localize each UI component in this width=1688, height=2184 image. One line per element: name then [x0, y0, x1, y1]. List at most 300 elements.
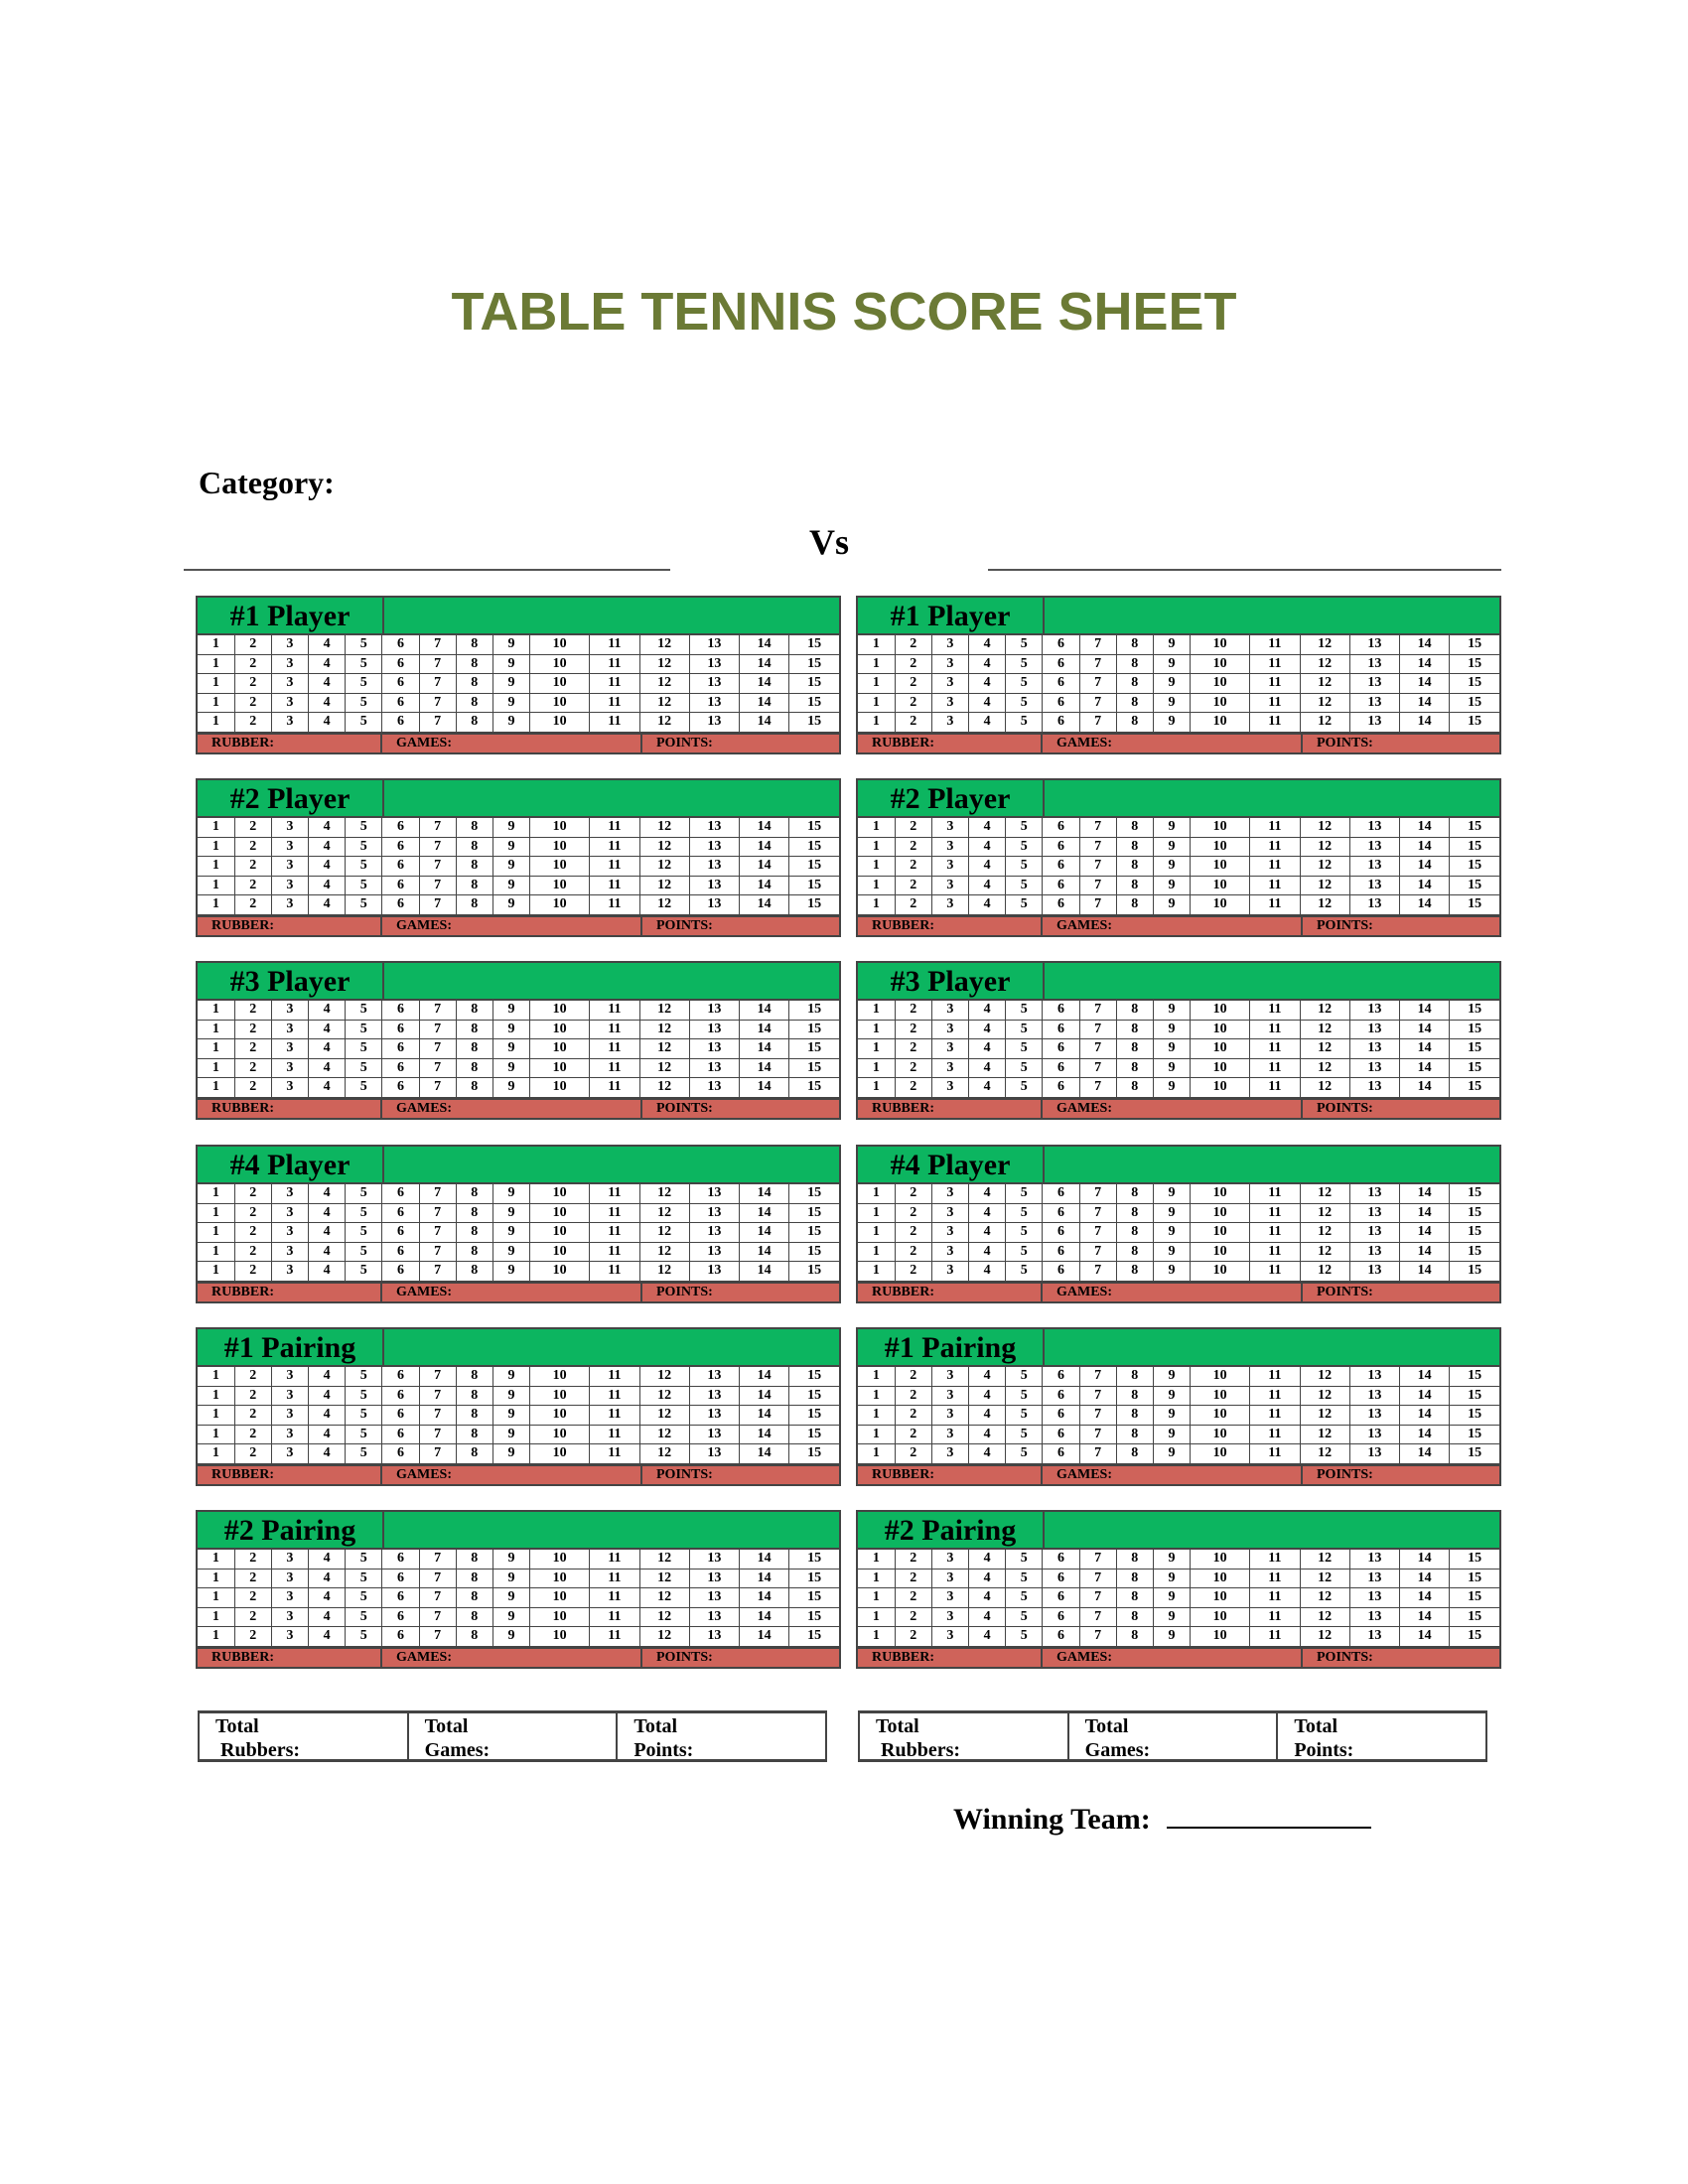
score-cell[interactable]: 13 [689, 1607, 739, 1627]
score-cell[interactable]: 1 [858, 1588, 895, 1608]
score-cell[interactable]: 12 [639, 693, 689, 713]
score-cell[interactable]: 11 [1250, 713, 1300, 733]
player-name-field[interactable] [384, 963, 839, 999]
score-cell[interactable]: 15 [1450, 1386, 1499, 1406]
score-cell[interactable]: 14 [1399, 1262, 1449, 1282]
rubber-field[interactable]: RUBBER: [198, 917, 382, 935]
score-cell[interactable]: 3 [271, 1078, 308, 1098]
score-cell[interactable]: 2 [895, 1001, 931, 1020]
score-cell[interactable]: 12 [639, 1020, 689, 1039]
score-cell[interactable]: 8 [1116, 1627, 1153, 1647]
score-cell[interactable]: 4 [969, 1223, 1006, 1243]
score-cell[interactable]: 10 [530, 876, 590, 895]
score-cell[interactable]: 1 [858, 1001, 895, 1020]
score-cell[interactable]: 4 [309, 693, 346, 713]
total-points-cell[interactable]: Total Points: [1294, 1715, 1354, 1761]
score-cell[interactable]: 9 [492, 1588, 529, 1608]
score-cell[interactable]: 7 [1079, 1001, 1116, 1020]
score-cell[interactable]: 2 [895, 1607, 931, 1627]
score-cell[interactable]: 5 [1006, 1607, 1043, 1627]
score-cell[interactable]: 7 [1079, 895, 1116, 915]
score-cell[interactable]: 15 [1450, 857, 1499, 877]
score-cell[interactable]: 1 [198, 654, 234, 674]
score-cell[interactable]: 10 [530, 1001, 590, 1020]
score-cell[interactable]: 3 [271, 837, 308, 857]
score-cell[interactable]: 4 [309, 1058, 346, 1078]
score-cell[interactable]: 8 [1116, 857, 1153, 877]
score-cell[interactable]: 13 [1349, 1425, 1399, 1444]
score-cell[interactable]: 10 [530, 713, 590, 733]
points-field[interactable]: POINTS: [656, 1100, 713, 1116]
score-cell[interactable]: 1 [198, 1262, 234, 1282]
score-cell[interactable]: 8 [1116, 1184, 1153, 1203]
score-cell[interactable]: 9 [1153, 1020, 1190, 1039]
score-cell[interactable]: 12 [639, 837, 689, 857]
score-cell[interactable]: 2 [234, 1569, 271, 1588]
score-cell[interactable]: 3 [271, 1223, 308, 1243]
score-cell[interactable]: 6 [382, 1223, 419, 1243]
score-cell[interactable]: 1 [858, 1020, 895, 1039]
score-cell[interactable]: 6 [1043, 713, 1079, 733]
score-cell[interactable]: 3 [271, 1262, 308, 1282]
score-cell[interactable]: 11 [1250, 1425, 1300, 1444]
score-cell[interactable]: 2 [895, 693, 931, 713]
rubber-field[interactable]: RUBBER: [858, 1466, 1043, 1484]
points-field[interactable]: POINTS: [1317, 1100, 1373, 1116]
score-cell[interactable]: 3 [271, 895, 308, 915]
score-cell[interactable]: 9 [1153, 674, 1190, 694]
score-cell[interactable]: 11 [590, 1425, 639, 1444]
score-cell[interactable]: 3 [271, 713, 308, 733]
score-cell[interactable]: 12 [1300, 818, 1349, 837]
score-cell[interactable]: 7 [419, 1078, 456, 1098]
score-cell[interactable]: 9 [1153, 1425, 1190, 1444]
score-cell[interactable]: 14 [739, 1184, 788, 1203]
score-cell[interactable]: 2 [234, 1078, 271, 1098]
score-cell[interactable]: 11 [1250, 674, 1300, 694]
score-cell[interactable]: 14 [1399, 1203, 1449, 1223]
score-cell[interactable]: 13 [689, 1425, 739, 1444]
score-cell[interactable]: 7 [1079, 857, 1116, 877]
score-cell[interactable]: 2 [234, 1444, 271, 1464]
score-cell[interactable]: 7 [419, 1262, 456, 1282]
score-cell[interactable]: 3 [271, 1550, 308, 1569]
score-cell[interactable]: 12 [1300, 693, 1349, 713]
score-cell[interactable]: 14 [739, 1039, 788, 1059]
score-cell[interactable]: 3 [931, 1203, 968, 1223]
score-cell[interactable]: 7 [419, 818, 456, 837]
score-cell[interactable]: 15 [1450, 1588, 1499, 1608]
score-cell[interactable]: 7 [419, 1607, 456, 1627]
score-cell[interactable]: 4 [309, 818, 346, 837]
rubber-field[interactable]: RUBBER: [198, 1649, 382, 1667]
score-cell[interactable]: 10 [1191, 895, 1250, 915]
score-cell[interactable]: 3 [271, 654, 308, 674]
score-cell[interactable]: 9 [1153, 1386, 1190, 1406]
score-cell[interactable]: 1 [858, 876, 895, 895]
score-cell[interactable]: 10 [530, 1078, 590, 1098]
score-cell[interactable]: 3 [271, 674, 308, 694]
score-cell[interactable]: 13 [1349, 818, 1399, 837]
score-cell[interactable]: 1 [198, 1039, 234, 1059]
score-cell[interactable]: 3 [271, 876, 308, 895]
rubber-field[interactable]: RUBBER: [858, 735, 1043, 752]
score-cell[interactable]: 12 [639, 713, 689, 733]
score-cell[interactable]: 6 [1043, 1039, 1079, 1059]
score-cell[interactable]: 14 [739, 1406, 788, 1426]
score-cell[interactable]: 7 [1079, 1223, 1116, 1243]
score-cell[interactable]: 8 [456, 635, 492, 654]
score-cell[interactable]: 7 [419, 654, 456, 674]
score-cell[interactable]: 11 [590, 1607, 639, 1627]
score-cell[interactable]: 10 [530, 818, 590, 837]
score-cell[interactable]: 13 [1349, 1184, 1399, 1203]
score-cell[interactable]: 9 [492, 1406, 529, 1426]
score-cell[interactable]: 8 [456, 1588, 492, 1608]
score-cell[interactable]: 14 [739, 1627, 788, 1647]
score-cell[interactable]: 9 [1153, 1001, 1190, 1020]
score-cell[interactable]: 7 [1079, 674, 1116, 694]
score-cell[interactable]: 2 [895, 1184, 931, 1203]
score-cell[interactable]: 11 [590, 1406, 639, 1426]
score-cell[interactable]: 9 [1153, 1242, 1190, 1262]
points-field[interactable]: POINTS: [1317, 1284, 1373, 1299]
score-cell[interactable]: 9 [1153, 895, 1190, 915]
total-games-cell[interactable]: Total Games: [1069, 1713, 1279, 1759]
score-cell[interactable]: 12 [1300, 1386, 1349, 1406]
score-cell[interactable]: 4 [309, 837, 346, 857]
score-cell[interactable]: 6 [1043, 1367, 1079, 1386]
score-cell[interactable]: 5 [346, 1020, 382, 1039]
score-cell[interactable]: 6 [382, 1569, 419, 1588]
score-cell[interactable]: 3 [931, 895, 968, 915]
score-cell[interactable]: 9 [1153, 837, 1190, 857]
score-cell[interactable]: 11 [1250, 857, 1300, 877]
score-cell[interactable]: 6 [1043, 1444, 1079, 1464]
score-cell[interactable]: 5 [1006, 1058, 1043, 1078]
score-cell[interactable]: 9 [492, 1203, 529, 1223]
points-field[interactable]: POINTS: [656, 1284, 713, 1299]
score-cell[interactable]: 3 [931, 1627, 968, 1647]
score-cell[interactable]: 13 [1349, 1223, 1399, 1243]
games-field[interactable]: GAMES: [382, 1649, 642, 1667]
score-cell[interactable]: 6 [1043, 1425, 1079, 1444]
score-cell[interactable]: 10 [530, 1058, 590, 1078]
score-cell[interactable]: 8 [1116, 1386, 1153, 1406]
score-cell[interactable]: 5 [346, 1550, 382, 1569]
games-field[interactable]: GAMES: [382, 1466, 642, 1484]
score-cell[interactable]: 8 [456, 1425, 492, 1444]
score-cell[interactable]: 15 [1450, 1078, 1499, 1098]
score-cell[interactable]: 15 [1450, 1262, 1499, 1282]
score-cell[interactable]: 15 [1450, 1627, 1499, 1647]
score-cell[interactable]: 4 [969, 1039, 1006, 1059]
player-name-field[interactable] [384, 1512, 839, 1548]
score-cell[interactable]: 15 [789, 1039, 839, 1059]
score-cell[interactable]: 4 [309, 895, 346, 915]
score-cell[interactable]: 10 [530, 1184, 590, 1203]
score-cell[interactable]: 7 [1079, 876, 1116, 895]
score-cell[interactable]: 8 [456, 1627, 492, 1647]
score-cell[interactable]: 9 [492, 837, 529, 857]
score-cell[interactable]: 2 [234, 1058, 271, 1078]
score-cell[interactable]: 14 [739, 1223, 788, 1243]
score-cell[interactable]: 6 [1043, 876, 1079, 895]
score-cell[interactable]: 2 [234, 1184, 271, 1203]
score-cell[interactable]: 3 [931, 1078, 968, 1098]
score-cell[interactable]: 15 [1450, 674, 1499, 694]
score-cell[interactable]: 14 [739, 635, 788, 654]
score-cell[interactable]: 2 [234, 1627, 271, 1647]
score-cell[interactable]: 1 [858, 1550, 895, 1569]
score-cell[interactable]: 3 [271, 1184, 308, 1203]
score-cell[interactable]: 4 [969, 1184, 1006, 1203]
score-cell[interactable]: 12 [1300, 1607, 1349, 1627]
score-cell[interactable]: 6 [1043, 1223, 1079, 1243]
score-cell[interactable]: 15 [789, 1242, 839, 1262]
score-cell[interactable]: 13 [1349, 1588, 1399, 1608]
score-cell[interactable]: 10 [1191, 635, 1250, 654]
score-cell[interactable]: 2 [895, 1386, 931, 1406]
score-cell[interactable]: 3 [931, 818, 968, 837]
score-cell[interactable]: 15 [789, 1001, 839, 1020]
score-cell[interactable]: 4 [309, 1569, 346, 1588]
score-cell[interactable]: 13 [689, 1242, 739, 1262]
score-cell[interactable]: 6 [382, 895, 419, 915]
score-cell[interactable]: 10 [1191, 1386, 1250, 1406]
score-cell[interactable]: 8 [1116, 1367, 1153, 1386]
score-cell[interactable]: 13 [689, 654, 739, 674]
score-cell[interactable]: 11 [1250, 1588, 1300, 1608]
score-cell[interactable]: 10 [1191, 1242, 1250, 1262]
player-name-field[interactable] [1045, 780, 1499, 816]
score-cell[interactable]: 14 [1399, 1223, 1449, 1243]
score-cell[interactable]: 12 [639, 1242, 689, 1262]
score-cell[interactable]: 3 [271, 1058, 308, 1078]
score-cell[interactable]: 7 [419, 1627, 456, 1647]
score-cell[interactable]: 12 [1300, 857, 1349, 877]
score-cell[interactable]: 8 [456, 1223, 492, 1243]
score-cell[interactable]: 2 [234, 1039, 271, 1059]
score-cell[interactable]: 1 [858, 837, 895, 857]
score-cell[interactable]: 2 [895, 837, 931, 857]
score-cell[interactable]: 1 [198, 1550, 234, 1569]
score-cell[interactable]: 13 [689, 635, 739, 654]
score-cell[interactable]: 13 [689, 1020, 739, 1039]
score-cell[interactable]: 8 [456, 1550, 492, 1569]
score-cell[interactable]: 12 [1300, 876, 1349, 895]
score-cell[interactable]: 1 [198, 1588, 234, 1608]
score-cell[interactable]: 8 [1116, 818, 1153, 837]
score-cell[interactable]: 8 [1116, 1406, 1153, 1426]
score-cell[interactable]: 5 [1006, 1184, 1043, 1203]
score-cell[interactable]: 4 [309, 1001, 346, 1020]
score-cell[interactable]: 10 [530, 1223, 590, 1243]
score-cell[interactable]: 14 [1399, 1039, 1449, 1059]
score-cell[interactable]: 12 [1300, 1444, 1349, 1464]
score-cell[interactable]: 13 [1349, 1627, 1399, 1647]
score-cell[interactable]: 1 [198, 635, 234, 654]
score-cell[interactable]: 2 [234, 895, 271, 915]
score-cell[interactable]: 9 [492, 1242, 529, 1262]
score-cell[interactable]: 14 [1399, 674, 1449, 694]
score-cell[interactable]: 14 [1399, 654, 1449, 674]
score-cell[interactable]: 2 [234, 674, 271, 694]
score-cell[interactable]: 7 [419, 693, 456, 713]
score-cell[interactable]: 13 [689, 713, 739, 733]
score-cell[interactable]: 6 [382, 1242, 419, 1262]
score-cell[interactable]: 15 [789, 713, 839, 733]
score-cell[interactable]: 8 [1116, 1223, 1153, 1243]
score-cell[interactable]: 13 [689, 1406, 739, 1426]
score-cell[interactable]: 4 [309, 1078, 346, 1098]
score-cell[interactable]: 13 [689, 818, 739, 837]
score-cell[interactable]: 12 [639, 1627, 689, 1647]
score-cell[interactable]: 9 [1153, 1184, 1190, 1203]
score-cell[interactable]: 8 [1116, 1039, 1153, 1059]
score-cell[interactable]: 7 [1079, 1425, 1116, 1444]
score-cell[interactable]: 6 [1043, 1569, 1079, 1588]
score-cell[interactable]: 4 [969, 693, 1006, 713]
score-cell[interactable]: 1 [858, 1406, 895, 1426]
score-cell[interactable]: 6 [382, 1001, 419, 1020]
score-cell[interactable]: 9 [1153, 1223, 1190, 1243]
score-cell[interactable]: 14 [1399, 857, 1449, 877]
score-cell[interactable]: 6 [1043, 654, 1079, 674]
score-cell[interactable]: 11 [590, 713, 639, 733]
score-cell[interactable]: 10 [530, 1569, 590, 1588]
score-cell[interactable]: 8 [456, 1058, 492, 1078]
score-cell[interactable]: 12 [639, 1588, 689, 1608]
score-cell[interactable]: 4 [969, 857, 1006, 877]
score-cell[interactable]: 10 [530, 1627, 590, 1647]
score-cell[interactable]: 11 [590, 1242, 639, 1262]
score-cell[interactable]: 13 [1349, 693, 1399, 713]
score-cell[interactable]: 15 [789, 1607, 839, 1627]
score-cell[interactable]: 3 [931, 1444, 968, 1464]
score-cell[interactable]: 6 [382, 635, 419, 654]
score-cell[interactable]: 13 [1349, 713, 1399, 733]
games-field[interactable]: GAMES: [382, 1284, 642, 1301]
score-cell[interactable]: 13 [689, 837, 739, 857]
score-cell[interactable]: 14 [1399, 1367, 1449, 1386]
score-cell[interactable]: 1 [198, 674, 234, 694]
score-cell[interactable]: 15 [1450, 1242, 1499, 1262]
score-cell[interactable]: 7 [1079, 654, 1116, 674]
score-cell[interactable]: 10 [1191, 1444, 1250, 1464]
score-cell[interactable]: 4 [969, 1444, 1006, 1464]
score-cell[interactable]: 14 [1399, 818, 1449, 837]
score-cell[interactable]: 9 [1153, 1569, 1190, 1588]
score-cell[interactable]: 10 [530, 693, 590, 713]
score-cell[interactable]: 15 [789, 635, 839, 654]
score-cell[interactable]: 6 [1043, 1406, 1079, 1426]
score-cell[interactable]: 12 [639, 1058, 689, 1078]
score-cell[interactable]: 3 [931, 1550, 968, 1569]
score-cell[interactable]: 3 [931, 837, 968, 857]
score-cell[interactable]: 8 [1116, 876, 1153, 895]
score-cell[interactable]: 3 [931, 1223, 968, 1243]
score-cell[interactable]: 4 [969, 1607, 1006, 1627]
score-cell[interactable]: 10 [1191, 818, 1250, 837]
score-cell[interactable]: 12 [1300, 1588, 1349, 1608]
score-cell[interactable]: 2 [895, 876, 931, 895]
score-cell[interactable]: 2 [895, 1020, 931, 1039]
score-cell[interactable]: 13 [1349, 1386, 1399, 1406]
score-cell[interactable]: 7 [1079, 818, 1116, 837]
score-cell[interactable]: 15 [789, 1058, 839, 1078]
score-cell[interactable]: 7 [419, 1058, 456, 1078]
score-cell[interactable]: 8 [456, 654, 492, 674]
score-cell[interactable]: 3 [271, 1039, 308, 1059]
score-cell[interactable]: 1 [198, 713, 234, 733]
score-cell[interactable]: 12 [1300, 1569, 1349, 1588]
score-cell[interactable]: 8 [456, 876, 492, 895]
score-cell[interactable]: 11 [1250, 1223, 1300, 1243]
score-cell[interactable]: 2 [234, 1001, 271, 1020]
score-cell[interactable]: 8 [1116, 1550, 1153, 1569]
score-cell[interactable]: 11 [590, 674, 639, 694]
score-cell[interactable]: 4 [969, 837, 1006, 857]
score-cell[interactable]: 2 [895, 1203, 931, 1223]
score-cell[interactable]: 11 [590, 635, 639, 654]
score-cell[interactable]: 15 [1450, 1020, 1499, 1039]
score-cell[interactable]: 11 [1250, 693, 1300, 713]
score-cell[interactable]: 12 [1300, 1627, 1349, 1647]
score-cell[interactable]: 13 [1349, 674, 1399, 694]
score-cell[interactable]: 15 [1450, 654, 1499, 674]
score-cell[interactable]: 13 [1349, 1569, 1399, 1588]
score-cell[interactable]: 10 [1191, 1020, 1250, 1039]
score-cell[interactable]: 10 [530, 1550, 590, 1569]
score-cell[interactable]: 6 [382, 1386, 419, 1406]
score-cell[interactable]: 11 [1250, 1607, 1300, 1627]
score-cell[interactable]: 7 [419, 1569, 456, 1588]
score-cell[interactable]: 4 [309, 1039, 346, 1059]
score-cell[interactable]: 1 [858, 857, 895, 877]
score-cell[interactable]: 2 [895, 1039, 931, 1059]
games-field[interactable]: GAMES: [382, 735, 642, 752]
score-cell[interactable]: 12 [1300, 1184, 1349, 1203]
score-cell[interactable]: 15 [789, 1444, 839, 1464]
score-cell[interactable]: 2 [234, 693, 271, 713]
score-cell[interactable]: 3 [271, 1425, 308, 1444]
score-cell[interactable]: 4 [309, 713, 346, 733]
score-cell[interactable]: 10 [1191, 1607, 1250, 1627]
score-cell[interactable]: 13 [689, 1001, 739, 1020]
score-cell[interactable]: 4 [309, 1184, 346, 1203]
score-cell[interactable]: 7 [419, 635, 456, 654]
score-cell[interactable]: 5 [1006, 1203, 1043, 1223]
score-cell[interactable]: 9 [1153, 635, 1190, 654]
score-cell[interactable]: 13 [689, 1039, 739, 1059]
score-cell[interactable]: 4 [309, 857, 346, 877]
score-cell[interactable]: 7 [1079, 1386, 1116, 1406]
score-cell[interactable]: 5 [1006, 1444, 1043, 1464]
score-cell[interactable]: 14 [1399, 1569, 1449, 1588]
rubber-field[interactable]: RUBBER: [858, 1284, 1043, 1301]
score-cell[interactable]: 5 [1006, 635, 1043, 654]
score-cell[interactable]: 12 [1300, 1078, 1349, 1098]
score-cell[interactable]: 10 [1191, 1550, 1250, 1569]
score-cell[interactable]: 15 [1450, 818, 1499, 837]
score-cell[interactable]: 4 [309, 1203, 346, 1223]
score-cell[interactable]: 6 [382, 1184, 419, 1203]
score-cell[interactable]: 5 [1006, 1001, 1043, 1020]
score-cell[interactable]: 3 [271, 1001, 308, 1020]
score-cell[interactable]: 6 [382, 1406, 419, 1426]
score-cell[interactable]: 5 [1006, 654, 1043, 674]
